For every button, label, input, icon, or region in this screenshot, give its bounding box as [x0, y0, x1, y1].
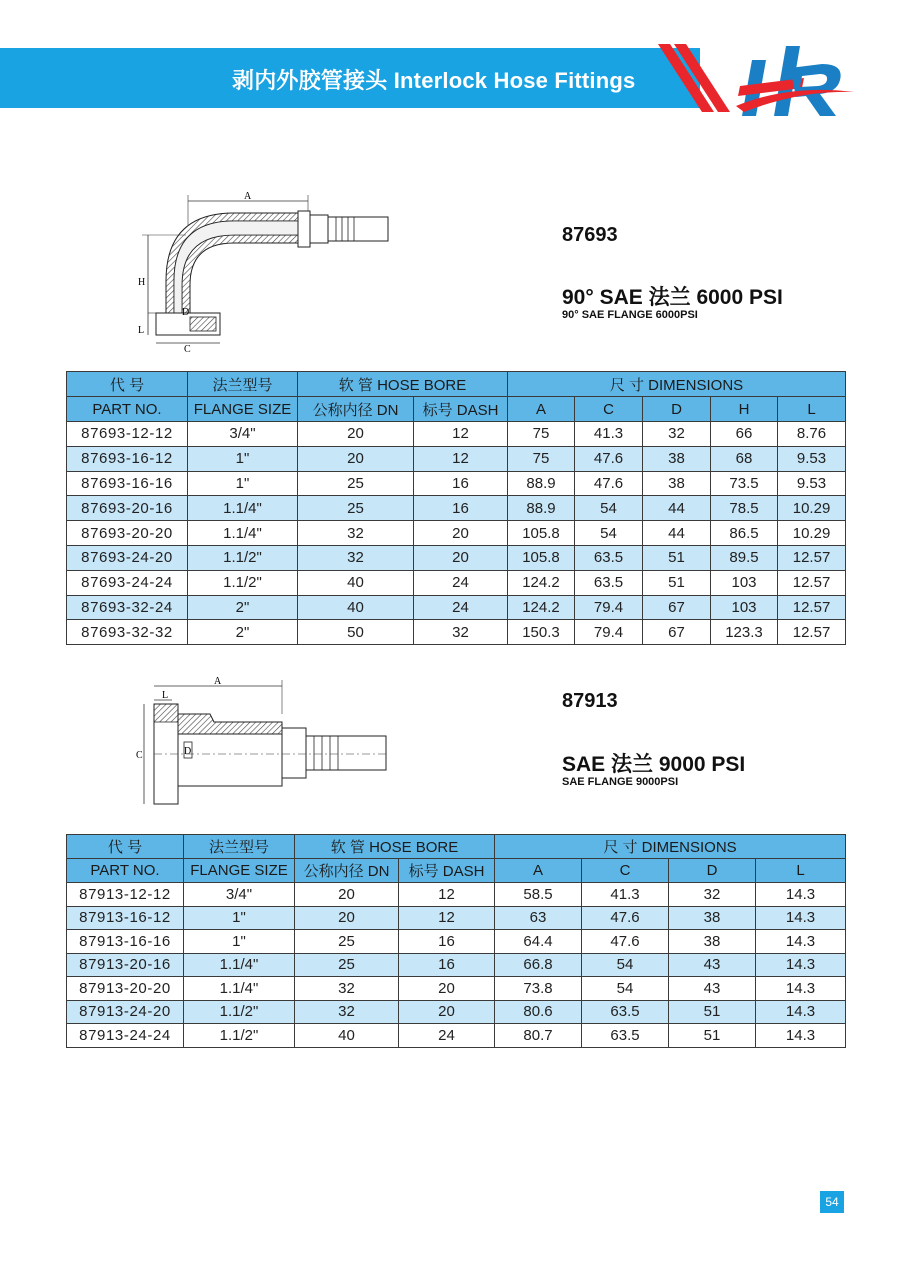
brand-logo: [640, 40, 920, 120]
table-cell: 3/4": [188, 422, 298, 447]
table-cell: 40: [298, 595, 414, 620]
table-cell: 58.5: [495, 883, 582, 907]
table-cell: 54: [575, 496, 643, 521]
table-cell: 32: [298, 545, 414, 570]
column-header: A: [495, 859, 582, 883]
table-row: [67, 953, 846, 977]
table-cell: 14.3: [756, 1000, 846, 1024]
table-cell: 40: [295, 1024, 399, 1048]
table-cell: 25: [298, 496, 414, 521]
table-cell: 25: [295, 930, 399, 954]
table-cell: 8.76: [778, 422, 846, 447]
th-dimensions: 尺 寸 DIMENSIONS: [495, 835, 846, 859]
table-cell: 1.1/4": [188, 521, 298, 546]
table-cell: 47.6: [582, 930, 669, 954]
table-cell: 64.4: [495, 930, 582, 954]
table-cell: 14.3: [756, 930, 846, 954]
table-cell: 20: [295, 883, 399, 907]
part-number-cell: 87913-24-24: [67, 1024, 184, 1048]
product-code-87913: 87913: [562, 690, 618, 712]
table-cell: 67: [643, 620, 711, 645]
table-cell: 1.1/2": [188, 545, 298, 570]
table-row: [67, 620, 846, 645]
column-header: 标号 DASH: [399, 859, 495, 883]
table-cell: 20: [295, 906, 399, 930]
table-cell: 80.6: [495, 1000, 582, 1024]
th-part-cn: 代 号: [67, 372, 188, 397]
column-header: D: [643, 397, 711, 422]
table-row: [67, 595, 846, 620]
table-cell: 150.3: [508, 620, 575, 645]
table-cell: 51: [669, 1000, 756, 1024]
table-cell: 24: [414, 595, 508, 620]
table-cell: 44: [643, 496, 711, 521]
logo-hr-mark: [736, 46, 854, 116]
table-cell: 38: [643, 471, 711, 496]
table-cell: 38: [669, 906, 756, 930]
column-header: H: [711, 397, 778, 422]
table-cell: 63.5: [582, 1000, 669, 1024]
part-number-cell: 87693-32-32: [67, 620, 188, 645]
part-number-cell: 87693-24-20: [67, 545, 188, 570]
fitting-87693-drawing: [126, 185, 396, 355]
part-number-cell: 87913-12-12: [67, 883, 184, 907]
table-cell: 2": [188, 595, 298, 620]
table-cell: 38: [643, 446, 711, 471]
table-row: [67, 977, 846, 1001]
table-cell: 32: [669, 883, 756, 907]
dim-label-d: D: [182, 307, 190, 318]
part-number-cell: 87913-16-16: [67, 930, 184, 954]
table-cell: 68: [711, 446, 778, 471]
table-cell: 16: [399, 953, 495, 977]
table-cell: 25: [298, 471, 414, 496]
table-cell: 51: [643, 570, 711, 595]
table-row: [67, 883, 846, 907]
table-cell: 43: [669, 953, 756, 977]
product-title-87913: SAE 法兰 9000 PSI: [562, 753, 746, 776]
table-row: [67, 496, 846, 521]
table-cell: 79.4: [575, 620, 643, 645]
table-cell: 40: [298, 570, 414, 595]
table-cell: 14.3: [756, 906, 846, 930]
table-cell: 103: [711, 595, 778, 620]
table-cell: 63.5: [575, 570, 643, 595]
column-header: D: [669, 859, 756, 883]
column-header: C: [575, 397, 643, 422]
table-cell: 12: [399, 906, 495, 930]
dim-label-d2: D: [184, 746, 192, 757]
table-cell: 38: [669, 930, 756, 954]
table-cell: 14.3: [756, 883, 846, 907]
table-cell: 12: [399, 883, 495, 907]
table-cell: 12.57: [778, 620, 846, 645]
table-cell: 47.6: [575, 446, 643, 471]
column-header: FLANGE SIZE: [184, 859, 295, 883]
table-cell: 1": [188, 471, 298, 496]
table-cell: 10.29: [778, 521, 846, 546]
part-number-cell: 87693-20-20: [67, 521, 188, 546]
table-row: [67, 906, 846, 930]
table-cell: 32: [414, 620, 508, 645]
table-row: [67, 545, 846, 570]
table-row: [67, 446, 846, 471]
table-cell: 1.1/2": [184, 1000, 295, 1024]
table-cell: 12: [414, 422, 508, 447]
table-cell: 10.29: [778, 496, 846, 521]
spec-table-87913: [66, 834, 846, 1048]
table-cell: 1": [184, 906, 295, 930]
table-cell: 20: [414, 545, 508, 570]
table-cell: 73.5: [711, 471, 778, 496]
column-header: 标号 DASH: [414, 397, 508, 422]
th-dimensions: 尺 寸 DIMENSIONS: [508, 372, 846, 397]
table-cell: 32: [643, 422, 711, 447]
table-cell: 32: [295, 977, 399, 1001]
table-cell: 25: [295, 953, 399, 977]
table-row: [67, 521, 846, 546]
table-cell: 63.5: [575, 545, 643, 570]
table-cell: 54: [575, 521, 643, 546]
part-number-cell: 87913-24-20: [67, 1000, 184, 1024]
table-cell: 1.1/2": [184, 1024, 295, 1048]
table-cell: 14.3: [756, 977, 846, 1001]
table-cell: 51: [643, 545, 711, 570]
table-cell: 105.8: [508, 521, 575, 546]
table-cell: 1.1/4": [188, 496, 298, 521]
dim-label-c: C: [184, 344, 191, 355]
part-number-cell: 87693-24-24: [67, 570, 188, 595]
product-code-87693: 87693: [562, 224, 618, 246]
table-cell: 1": [184, 930, 295, 954]
dim-label-h: H: [138, 277, 146, 288]
page-number: 54: [820, 1191, 844, 1213]
table-cell: 47.6: [575, 471, 643, 496]
table-row: [67, 471, 846, 496]
table-cell: 51: [669, 1024, 756, 1048]
table-cell: 75: [508, 422, 575, 447]
table-cell: 12.57: [778, 545, 846, 570]
fitting-87913-drawing: [132, 670, 394, 810]
table-cell: 16: [399, 930, 495, 954]
th-flange-cn: 法兰型号: [184, 835, 295, 859]
table-cell: 75: [508, 446, 575, 471]
table-cell: 88.9: [508, 471, 575, 496]
column-header: FLANGE SIZE: [188, 397, 298, 422]
table-cell: 86.5: [711, 521, 778, 546]
column-header: L: [756, 859, 846, 883]
table-cell: 1.1/4": [184, 953, 295, 977]
column-header: PART NO.: [67, 397, 188, 422]
page-title: 剥内外胶管接头 Interlock Hose Fittings: [232, 68, 636, 93]
column-header: 公称内径 DN: [298, 397, 414, 422]
column-header: A: [508, 397, 575, 422]
table-cell: 3/4": [184, 883, 295, 907]
table-cell: 47.6: [582, 906, 669, 930]
part-number-cell: 87913-20-20: [67, 977, 184, 1001]
table-cell: 43: [669, 977, 756, 1001]
column-header: 公称内径 DN: [295, 859, 399, 883]
table-cell: 124.2: [508, 595, 575, 620]
table-cell: 67: [643, 595, 711, 620]
table-row: [67, 570, 846, 595]
table-cell: 54: [582, 953, 669, 977]
table-cell: 88.9: [508, 496, 575, 521]
table-cell: 50: [298, 620, 414, 645]
th-hose-bore: 软 管 HOSE BORE: [295, 835, 495, 859]
table-cell: 1.1/2": [188, 570, 298, 595]
table-cell: 12.57: [778, 595, 846, 620]
th-hose-bore: 软 管 HOSE BORE: [298, 372, 508, 397]
table-cell: 16: [414, 471, 508, 496]
table-cell: 9.53: [778, 471, 846, 496]
table-cell: 103: [711, 570, 778, 595]
table-cell: 24: [399, 1024, 495, 1048]
table-cell: 123.3: [711, 620, 778, 645]
table-cell: 24: [414, 570, 508, 595]
table-cell: 78.5: [711, 496, 778, 521]
table-cell: 20: [399, 1000, 495, 1024]
table-cell: 63: [495, 906, 582, 930]
table-cell: 12: [414, 446, 508, 471]
table-cell: 66.8: [495, 953, 582, 977]
part-number-cell: 87693-20-16: [67, 496, 188, 521]
table-cell: 9.53: [778, 446, 846, 471]
product-subtitle-87913: SAE FLANGE 9000PSI: [562, 776, 679, 788]
table-cell: 12.57: [778, 570, 846, 595]
th-flange-cn: 法兰型号: [188, 372, 298, 397]
part-number-cell: 87913-16-12: [67, 906, 184, 930]
table-cell: 20: [298, 446, 414, 471]
table-cell: 2": [188, 620, 298, 645]
part-number-cell: 87693-12-12: [67, 422, 188, 447]
table-cell: 63.5: [582, 1024, 669, 1048]
product-title-87693: 90° SAE 法兰 6000 PSI: [562, 286, 783, 309]
dim-label-l: L: [138, 325, 145, 336]
column-header: L: [778, 397, 846, 422]
table-row: [67, 422, 846, 447]
part-number-cell: 87693-16-16: [67, 471, 188, 496]
part-number-cell: 87913-20-16: [67, 953, 184, 977]
table-cell: 14.3: [756, 1024, 846, 1048]
table-cell: 79.4: [575, 595, 643, 620]
table-row: [67, 1000, 846, 1024]
table-cell: 16: [414, 496, 508, 521]
table-cell: 32: [295, 1000, 399, 1024]
table-cell: 41.3: [582, 883, 669, 907]
product-subtitle-87693: 90° SAE FLANGE 6000PSI: [562, 309, 698, 321]
table-row: [67, 930, 846, 954]
table-cell: 41.3: [575, 422, 643, 447]
table-cell: 20: [298, 422, 414, 447]
part-number-cell: 87693-32-24: [67, 595, 188, 620]
table-cell: 1.1/4": [184, 977, 295, 1001]
dim-label-c2: C: [136, 750, 143, 761]
table-cell: 14.3: [756, 953, 846, 977]
table-cell: 89.5: [711, 545, 778, 570]
table-cell: 124.2: [508, 570, 575, 595]
table-cell: 80.7: [495, 1024, 582, 1048]
part-number-cell: 87693-16-12: [67, 446, 188, 471]
table-cell: 66: [711, 422, 778, 447]
spec-table-87693: [66, 371, 846, 645]
column-header: C: [582, 859, 669, 883]
th-part-cn: 代 号: [67, 835, 184, 859]
column-header: PART NO.: [67, 859, 184, 883]
table-cell: 1": [188, 446, 298, 471]
table-cell: 20: [414, 521, 508, 546]
dim-label-a: A: [244, 191, 252, 202]
table-cell: 44: [643, 521, 711, 546]
table-cell: 105.8: [508, 545, 575, 570]
table-row: [67, 1024, 846, 1048]
table-cell: 54: [582, 977, 669, 1001]
dim-label-l2: L: [162, 690, 169, 701]
table-cell: 32: [298, 521, 414, 546]
dim-label-a2: A: [214, 676, 222, 687]
table-cell: 20: [399, 977, 495, 1001]
table-cell: 73.8: [495, 977, 582, 1001]
